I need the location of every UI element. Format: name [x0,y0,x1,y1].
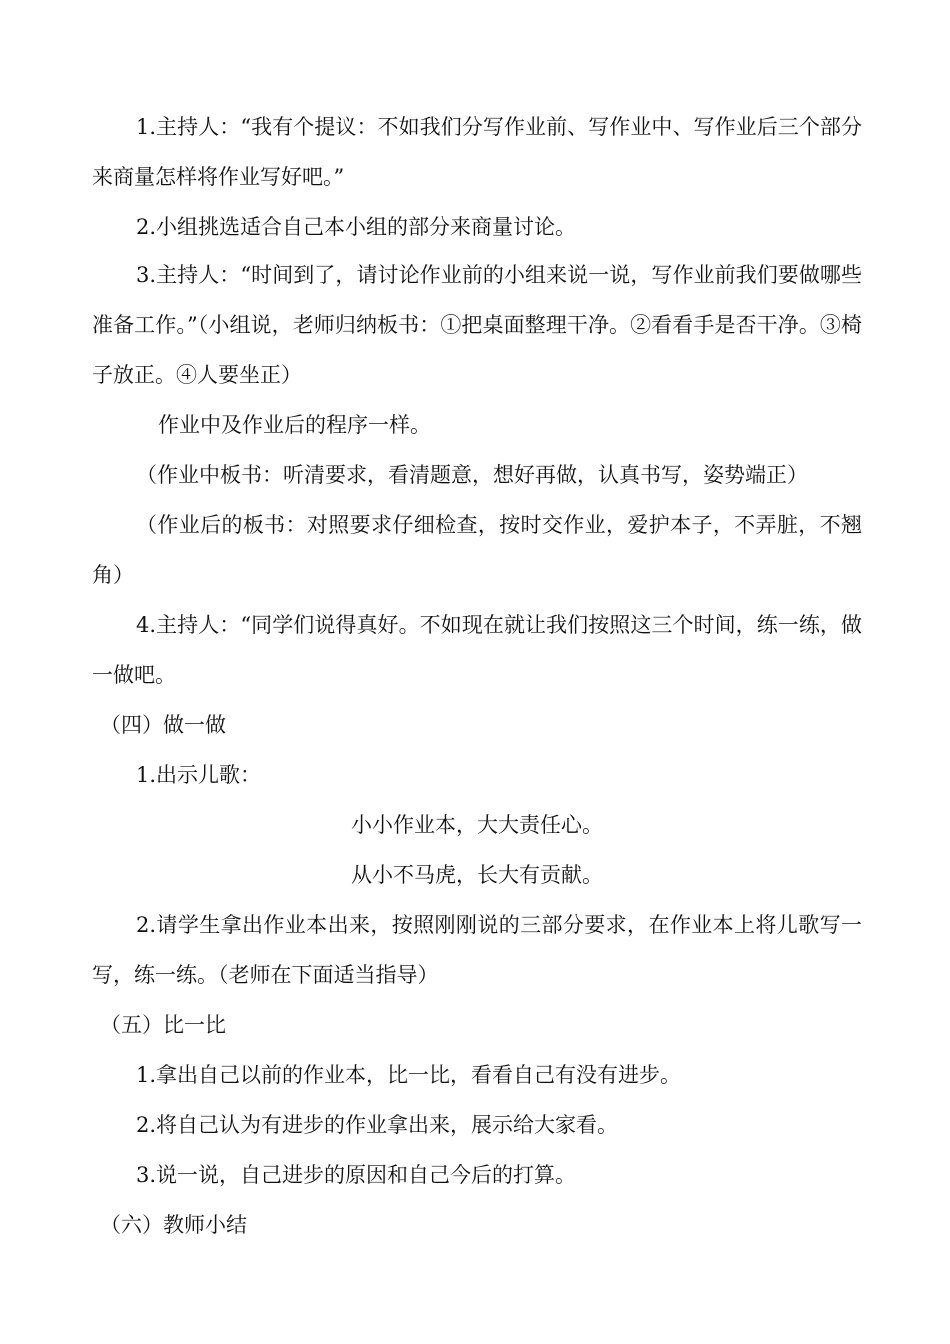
paragraph-show-progress: 2.将自己认为有进步的作业拿出来，展示给大家看。 [136,1113,619,1137]
poem-line-2: 从小不马虎，长大有贡献。 [351,863,603,887]
paragraph-host-discussion: 3.主持人：“时间到了，请讨论作业前的小组来说一说，写作业前我们要做哪些准备工作。”（小组说，老师归纳板书：①把桌面整理干净。②看看手是否干净。③椅子放正。④人要坐正） [92,263,862,387]
section-heading-do: （四）做一做 [100,713,226,737]
paragraph-board-during: （作业中板书：听清要求，看清题意，想好再做，认真书写，姿势端正） [136,463,808,487]
paragraph-write-song: 2.请学生拿出作业本出来，按照刚刚说的三部分要求，在作业本上将儿歌写一写，练一练。（老师在下面适当指导） [92,913,862,987]
paragraph-host-practice: 4.主持人：“同学们说得真好。不如现在就让我们按照这三个时间，练一练，做一做吧。 [92,613,862,687]
paragraph-compare-notebook: 1.拿出自己以前的作业本，比一比，看看自己有没有进步。 [136,1063,682,1087]
section-heading-compare: （五）比一比 [100,1013,226,1037]
paragraph-board-after: （作业后的板书：对照要求仔细检查，按时交作业，爱护本子，不弄脏，不翘角） [92,513,862,587]
paragraph-host-proposal: 1.主持人：“我有个提议：不如我们分写作业前、写作业中、写作业后三个部分来商量怎样将作业写好吧。” [92,115,862,189]
paragraph-show-song: 1.出示儿歌： [136,763,262,787]
poem-line-1: 小小作业本，大大责任心。 [351,813,603,837]
paragraph-group-select: 2.小组挑选适合自己本小组的部分来商量讨论。 [136,215,577,239]
paragraph-talk-plan: 3.说一说，自己进步的原因和自己今后的打算。 [136,1163,577,1187]
section-heading-summary: （六）教师小结 [100,1213,247,1237]
paragraph-same-process: 作业中及作业后的程序一样。 [158,413,431,437]
